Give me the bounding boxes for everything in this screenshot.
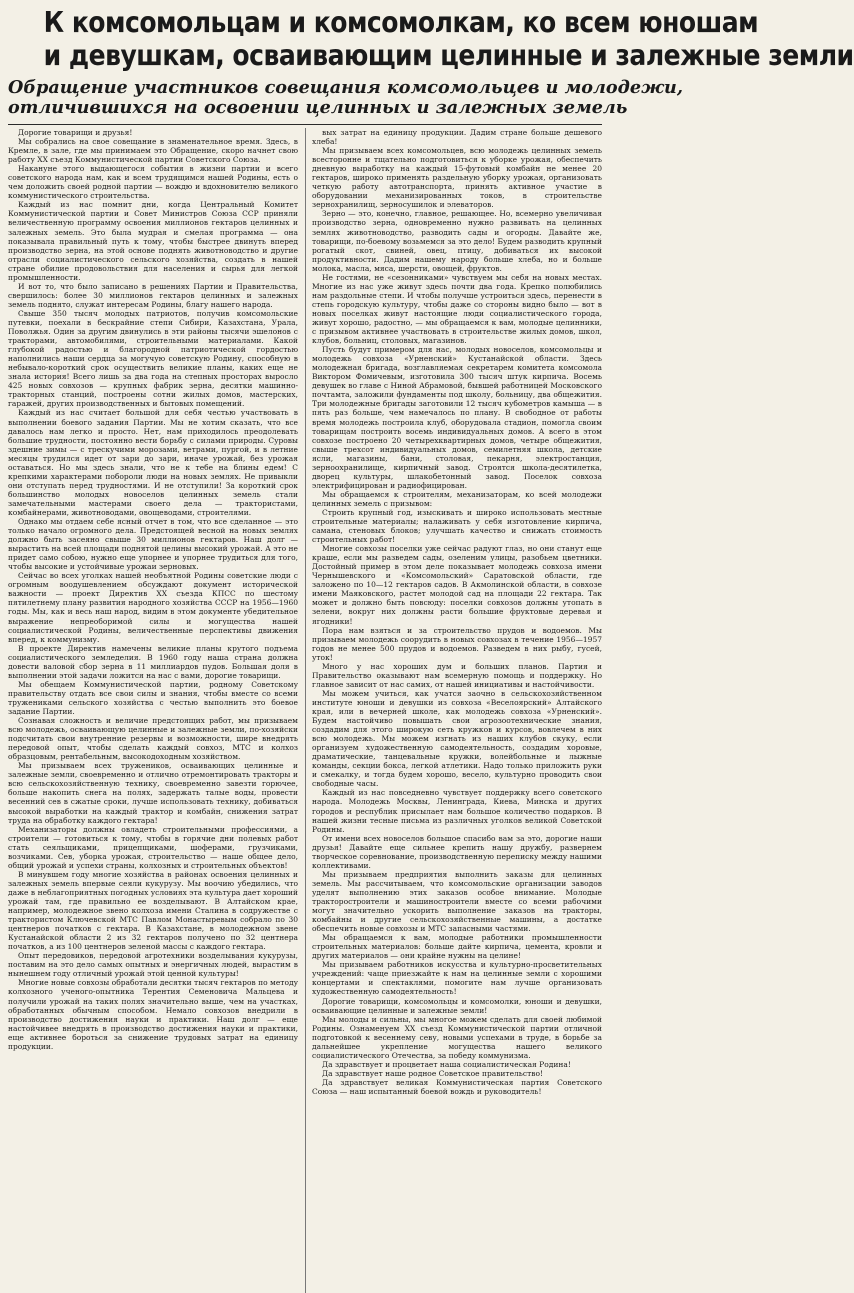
- paragraph: Дорогие товарищи и друзья!: [18, 128, 133, 137]
- right-column: [305, 128, 602, 1293]
- paragraph: Мы обращаемся к строителям, механизаторам, ко всей молодежи целинных земель с призывом:: [312, 489, 602, 508]
- paragraph: Да здравствует и процветает наша социалистическая Родина!: [322, 1059, 571, 1069]
- paragraph: Да здравствует великая Коммунистическая партия Советского Союза — наш испытанный боевой вождь и руководитель!: [312, 1077, 602, 1096]
- paragraph: Мы обещаем Коммунистической партии, родному Советскому правительству отдать все свои силы и знания, чтобы вместе со всеми тружениками сельского хозяйства с честью выполнить это боевое задание Партии.: [8, 679, 298, 716]
- paragraph: Строить крупный год, изыскивать и широко использовать местные строительные материалы; налаживать у себя изготовление кирпича, самана, стеновых блоков; улучшать качество и снижать стоимость строительных работ!: [312, 507, 602, 545]
- paragraph: вых затрат на единицу продукции. Дадим стране больше дешевого хлеба!: [312, 128, 602, 147]
- subheadline-line-2: отличившихся на освоении целинных и залежных земель: [8, 97, 628, 118]
- paragraph: Каждый из нас повседневно чувствует поддержку всего советского народа. Молодежь Москвы, Ленинграда, Киева, Минска и других городов и республик присылает нам большое количество подарков. В нашей жизни тесные письма из различных уголков великой Советской Родины.: [312, 788, 602, 834]
- paragraph: Мы молоды и сильны, мы многое можем сделать для своей любимой Родины. Ознаменуем XX съезд Коммунистической партии отличной подготовкой к весеннему севу, новыми успехами в труде, в борьбе за дальнейшее укрепление могущества нашего великого социалистического Отечества, за победу коммунизма.: [312, 1014, 602, 1060]
- paragraph: Мы призываем всех комсомольцев, всю молодежь целинных земель всесторонне и тщательно подготовиться к уборке урожая, обеспечить дневную выработку на каждый 15-футовый комбайн не менее 20 гектаров, широко применять раздельную уборку урожая, организовать четкую работу автотранспорта, принять активное участие в оборудовании механизированных токов, в строительстве зернохранилищ, зерносушилок и элеваторов.: [312, 146, 602, 210]
- paragraph: Не гостями, не «сезонниками» чувствуем мы себя на новых местах. Многие из нас уже живут здесь почти два года. Крепко полюбились нам раздольные степи. И чтобы получше устроиться здесь, перенести в степь городскую культуру, чтобы даже со стороны видно было — вот в новых поселках живут настоящие люди социалистического города, живут хорошо, радостно, — мы обращаемся к вам, молодые целинники, с призывом активнее участвовать в строительстве жилых домов, школ, клубов, больниц, столовых, магазинов.: [312, 272, 602, 346]
- paragraph: Каждый из нас считает большой для себя честью участвовать в выполнении боевого задания Партии. Мы не хотим сказать, что все давалось нам легко и просто. Нет, нам приходилось преодолевать большие трудности, постоянно вести борьбу с силами природы. Суровы здешние зимы — с трескучими морозами, ветрами, пургой, и в летние месяцы трудился идет от зари до зари, иначе урожай, без урожая оставаться. Но мы здесь знали, что не к тебе на блины едем! С крепкими характерами побороли люди на новых землях. Не привыкли они отступать перед трудностями. И не отступили! За короткий срок большинство молодых новоселов целинных земель стали замечательными мастерами своего дела — трактористами, комбайнерами, животноводами, овощеводами, строителями.: [8, 408, 298, 517]
- subheadline-line-1: Обращение участников совещания комсомольцев и молодежи,: [8, 77, 683, 98]
- divider-rule: [8, 124, 602, 125]
- paragraph: Опыт передовиков, передовой агротехники возделывания кукурузы, поставим на это дело самых опытных и энергичных людей, вырастим в нынешнем году отличный урожай этой ценной культуры!: [8, 951, 298, 979]
- paragraph: Каждый из нас помнит дни, когда Центральный Комитет Коммунистической партии и Совет Министров Союза ССР приняли величественную программу освоения миллионов гектаров целинных и залежных земель. Это была мудрая и смелая программа — она показывала правильный путь к тому, чтобы быстрее двинуть вперед производство зерна, на этой основе поднять животноводство и другие отрасли социалистического сельского хозяйства, создать в нашей стране обилие продовольствия для населения и сырья для легкой промышленности.: [8, 200, 298, 282]
- paragraph: Пусть будут примером для нас, молодых новоселов, комсомольцы и молодежь совхоза «Урненский» Кустанайской области. Здесь молодежная бригада, возглавляемая секретарем комитета комсомола Виктором Фомичевым, изготовила 300 тысяч штук кирпича. Восемь девушек во главе с Ниной Абрамовой, бывшей работницей Московского почтамта, заложили фундаменты под школу, больницу, два общежития. Три молодежные бригады заготовили 12 тысяч кубометров камыша — в пять раз больше, чем намечалось по плану. В свободное от работы время молодежь построила клуб, оборудовала стадион, помогла своим товарищам построить восемь индивидуальных домов. А всего в этом совхозе построено 20 четырехквартирных домов, четыре общежития, свыше трехсот индивидуальных домов, семилетняя школа, детские ясли, магазины, бани, столовая, пекарня, электростанция, зерноохранилище, кирпичный завод. Строятся школа-десятилетка, дворец культуры, шлакобетонный завод. Поселок совхоза электрифицирован и радиофицирован.: [312, 345, 602, 490]
- paragraph: Дорогие товарищи, комсомольцы и комсомолки, юноши и девушки, осваивающие целинные и залежные земли!: [312, 996, 602, 1015]
- headline-line-2: и девушкам, осваивающим целинные и залежные земли: [43, 39, 854, 72]
- paragraph: От имени всех новоселов большое спасибо вам за это, дорогие наши друзья! Давайте еще сильнее крепить нашу дружбу, развернем творческое соревнование, производственную переписку между нашими коллективами.: [312, 833, 602, 870]
- paragraph: Мы можем учиться, как учатся заочно в сельскохозяйственном институте юноши и девушки из совхоза «Веселоярский» Алтайского края, или в вечерней школе, как молодежь совхоза «Урненский». Будем настойчиво повышать свои агрозоотехнические знания, создадим для этого широкую сеть кружков и курсов, вовлечем в них всю молодежь. Мы можем изгнать из наших клубов скуку, если организуем художественную самодеятельность, создадим хоровые, драматические, танцевальные кружки, волейбольные и лыжные команды, секции бокса, легкой атлетики. Надо только приложить руки и смекалку, и тогда будем хорошо, весело, культурно проводить свои свободные часы.: [312, 688, 602, 789]
- paragraph: Однако мы отдаем себе ясный отчет в том, что все сделанное — это только начало огромного дела. Предстоящей весной на новых землях должно быть засеяно свыше 30 миллионов гектаров. Наш долг — вырастить на всей площади поднятой целины высокий урожай. А это не придет само собою, нужно еще упорнее и упорнее трудиться для того, чтобы высокие и устойчивые урожаи зерновых.: [8, 517, 298, 572]
- article-body: [8, 128, 602, 1293]
- paragraph: В минувшем году многие хозяйства в районах освоения целинных и залежных земель впервые сеяли кукурузу. Мы воочию убедились, что даже в неблагоприятных погодных условиях эта культура дает хороший урожай там, где правильно ее возделывают. В Алтайском крае, например, молодежное звено колхоза имени Сталина в содружестве с трактористом Ключевской МТС Павлом Монастыревым собрало по 30 центнеров початков с гектара. В Казахстане, в молодежном звене Кустанайской области 2 из 32 гектаров получено по 32 центнера початков, а из 100 центнеров зеленой массы с каждого гектара.: [8, 869, 298, 952]
- paragraph: Мы призываем всех тружеников, осваивающих целинные и залежные земли, своевременно и отлично отремонтировать тракторы и всю сельскохозяйственную технику, своевременно завезти горючее, больше накопить снега на полях, задержать талые воды, провести весенний сев в сжатые сроки, лучше использовать технику, добиваться высокой выработки на каждый трактор и комбайн, снижения затрат труда на обработку каждого гектара!: [8, 761, 298, 825]
- paragraph: Многие совхозы поселки уже сейчас радуют глаз, но они станут еще краше, если мы разведем сады, озеленим улицы, разобьем цветники. Достойный пример в этом деле показывает молодежь совхоза имени Чернышевского и «Комсомольский» Саратовской области, где заложено по 10—12 гектаров садов. В Акмолинской области, в совхозе имени Маяковского, растет молодой сад на площади 22 гектара. Так может и должно быть повсюду: поселки совхозов должны утопать в зелени, вокруг них должны расти большие фруктовые деревья и ягодники!: [312, 544, 602, 626]
- paragraph: Мы призываем работников искусства и культурно-просветительных учреждений: чаще приезжайте к нам на целинные земли с хорошими концертами и спектаклями, помогите нам лучше организовать художественную самодеятельность!: [312, 960, 602, 997]
- paragraph: Мы собрались на свое совещание в знаменательное время. Здесь, в Кремле, в зале, где мы принимаем это Обращение, скоро начнет свою работу XX съезд Коммунистической партии Советского Союза.: [8, 137, 298, 165]
- paragraph: Да здравствует наше родное Советское правительство!: [322, 1068, 543, 1078]
- paragraph: Свыше 350 тысяч молодых патриотов, получив комсомольские путевки, поехали в бескрайние степи Сибири, Казахстана, Урала, Поволжья. Один за другим двинулись в эти районы тысячи эшелонов с тракторами, автомобилями, строительными материалами. Какой глубокой радостью и благородной патриотической гордостью наполнились наши сердца за могучую советскую Родину, способную в небывало-короткий срок осуществить великие планы, каких еще не знала история! Всего лишь за два года на степных просторах выросло 425 новых совхозов — крупных фабрик зерна, десятки машинно-тракторных станций, построены сотни жилых домов, мастерских, гаражей, других производственных и бытовых помещений.: [8, 308, 298, 409]
- left-column: [8, 128, 298, 1293]
- paragraph: Сознавая сложность и величие предстоящих работ, мы призываем всю молодежь, осваивающую целинные и залежные земли, по-хозяйски подсчитать свои внутренние резервы и возможности, шире внедрять передовой опыт, чтобы сделать каждый совхоз, МТС и колхоз образцовым, рентабельным, высокодоходным хозяйством.: [8, 716, 298, 762]
- paragraph: Механизаторы должны овладеть строительными профессиями, а строители — готовиться к тому, чтобы в горячие дни полевых работ стать сеяльщиками, прицепщиками, шоферами, грузчиками, возчиками. Сев, уборка урожая, строительство — наше общее дело, общий урожай и успехи страны, колхозных и строительных объектов!: [8, 824, 298, 870]
- paragraph: Многие новые совхозы обработали десятки тысяч гектаров по методу колхозного ученого-опытника Терентия Семеновича Мальцева и получили урожай на таких полях значительно выше, чем на участках, обработанных обычным способом. Немало совхозов внедрили в производство достижения науки и практики. Наш долг — еще настойчивее внедрять в производство достижения науки и практики, еще активнее бороться за снижение трудовых затрат на единицу продукции.: [8, 978, 298, 1051]
- paragraph: Накануне этого выдающегося события в жизни партии и всего советского народа нам, как и всем трудящимся нашей Родины, есть о чем доложить своей родной партии — вождю и вдохновителю великого коммунистического строительства.: [8, 164, 298, 201]
- paragraph: Сейчас во всех уголках нашей необъятной Родины советские люди с огромным воодушевлением обсуждают документ исторической важности — проект Директив XX съезда КПСС по шестому пятилетнему плану развития народного хозяйства СССР на 1956—1960 годы. Мы, как и весь наш народ, видим в этом документе убедительное выражение непреоборимой силы и могущества нашей социалистической Родины, величественные перспективы движения вперед, к коммунизму.: [8, 571, 298, 644]
- paragraph: И вот то, что было записано в решениях Партии и Правительства, свершилось: более 30 миллионов гектаров целинных и залежных земель поднято, служат интересам Родины, благу нашего народа.: [8, 281, 298, 309]
- headline-line-1: К комсомольцам и комсомолкам, ко всем юношам: [43, 6, 759, 39]
- paragraph: Пора нам взяться и за строительство прудов и водоемов. Мы призываем молодежь соорудить в новых совхозах в течение 1956—1957 годов не менее 500 прудов и водоемов. Разведем в них рыбу, гусей, уток!: [312, 625, 602, 662]
- subheadline: [8, 77, 683, 118]
- paragraph: Мы обращаемся к вам, молодые работники промышленности строительных материалов: больше дайте кирпича, цемента, кровли и других материалов — они крайне нужны на целине!: [312, 933, 602, 961]
- headline: [43, 6, 854, 72]
- paragraph: Зерно — это, конечно, главное, решающее. Но, всемерно увеличивая производство зерна, одновременно нужно развивать на целинных землях животноводство, разводить сады и огороды. Давайте же, товарищи, по-боевому возьмемся за это дело! Будем разводить крупный рогатый скот, свиней, овец, птицу, добиваться их высокой продуктивности. Дадим нашему народу больше хлеба, но и больше молока, масла, мяса, шерсти, овощей, фруктов.: [312, 209, 602, 273]
- paragraph: Мы призываем предприятия выполнить заказы для целинных земель. Мы рассчитываем, что комсомольские организации заводов уделят выполнению этих заказов особое внимание. Молодые тракторостроители и машиностроители вместе со всеми рабочими могут значительно ускорить выполнение заказов на тракторы, комбайны и другие сельскохозяйственные машины, а достатке обеспечить новые совхозы и МТС запасными частями.: [312, 869, 602, 934]
- paragraph: В проекте Директив намечены великие планы крутого подъема социалистического земледелия. В 1960 году наша страна должна довести валовой сбор зерна в 11 миллиардов пудов. Большая доля в выполнении этой задачи ложится на нас с вами, дорогие товарищи.: [8, 643, 298, 680]
- paragraph: Много у нас хороших дум и больших планов. Партия и Правительство оказывают нам всемерную помощь и поддержку. Но главное зависит от нас самих, от нашей инициативы и настойчивости.: [312, 661, 602, 689]
